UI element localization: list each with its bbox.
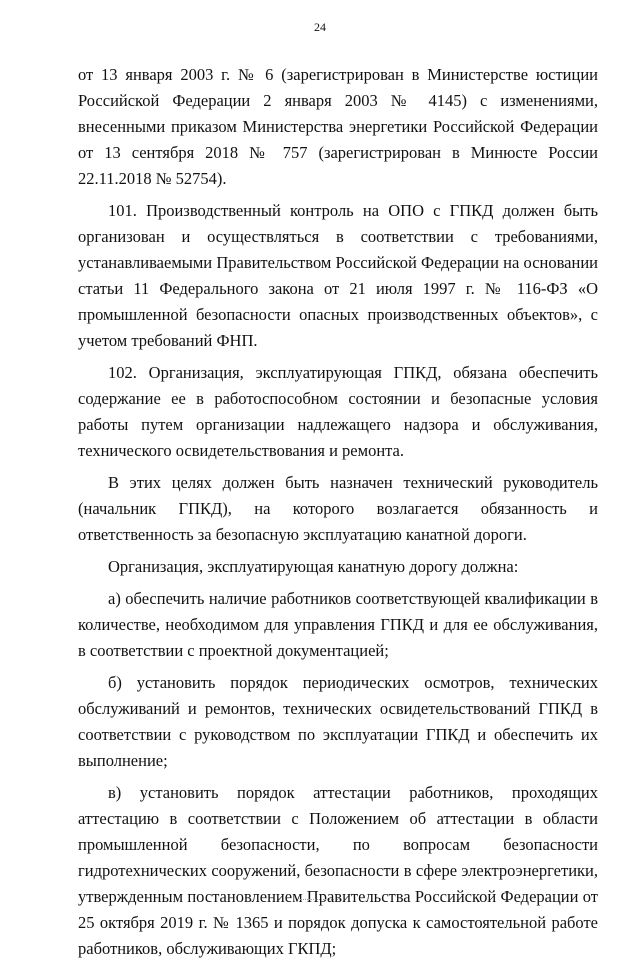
paragraph-continuation: от 13 января 2003 г. № 6 (зарегистрирован в Министерстве юстиции Российской Федерации 2 января 2003 № 4145) с изменениями, внесенными приказом Министерства энергетики Российской Федерации от 13 сентября 2018 № 757 (зарегистрирован в Минюсте России 22.11.2018 № 52754). (78, 65, 598, 188)
document-body (78, 62, 598, 968)
scan-artifact (300, 899, 344, 901)
list-item-v: в) установить порядок аттестации работников, проходящих аттестацию в соответствии с Положением об аттестации в области промышленной безопасности, по вопросам безопасности гидротехнических сооружений, безопасности в сфере электроэнергетики, утвержденным постановлением Правительства Российской Федерации от 25 октября 2019 г. № 1365 и порядок допуска к самостоятельной работе работников, обслуживающих ГКПД; (78, 783, 598, 958)
list-item-a: а) обеспечить наличие работников соответствующей квалификации в количестве, необходимом для управления ГПКД и для ее обслуживания, в соответствии с проектной документацией; (78, 589, 598, 660)
paragraph-101: 101. Производственный контроль на ОПО с ГПКД должен быть организован и осуществляться в соответствии с требованиями, устанавливаемыми Правительством Российской Федерации на основании статьи 11 Федерального закона от 21 июля 1997 г. № 116-ФЗ «О промышленной безопасности опасных производственных объектов», с учетом требований ФНП. (78, 201, 598, 350)
paragraph-102: 102. Организация, эксплуатирующая ГПКД, обязана обеспечить содержание ее в работоспособном состоянии и безопасные условия работы путем организации надлежащего надзора и обслуживания, технического освидетельствования и ремонта. (78, 363, 598, 460)
paragraph-organization-duties: Организация, эксплуатирующая канатную дорогу должна: (108, 557, 519, 576)
paragraph-technical-manager: В этих целях должен быть назначен технический руководитель (начальник ГПКД), на которого возлагается обязанность и ответственность за безопасную эксплуатацию канатной дороги. (78, 473, 598, 544)
list-item-b: б) установить порядок периодических осмотров, технических обслуживаний и ремонтов, технических освидетельствований ГПКД в соответствии с руководством по эксплуатации ГПКД и обеспечить их выполнение; (78, 673, 598, 770)
page-number: 24 (314, 20, 326, 34)
